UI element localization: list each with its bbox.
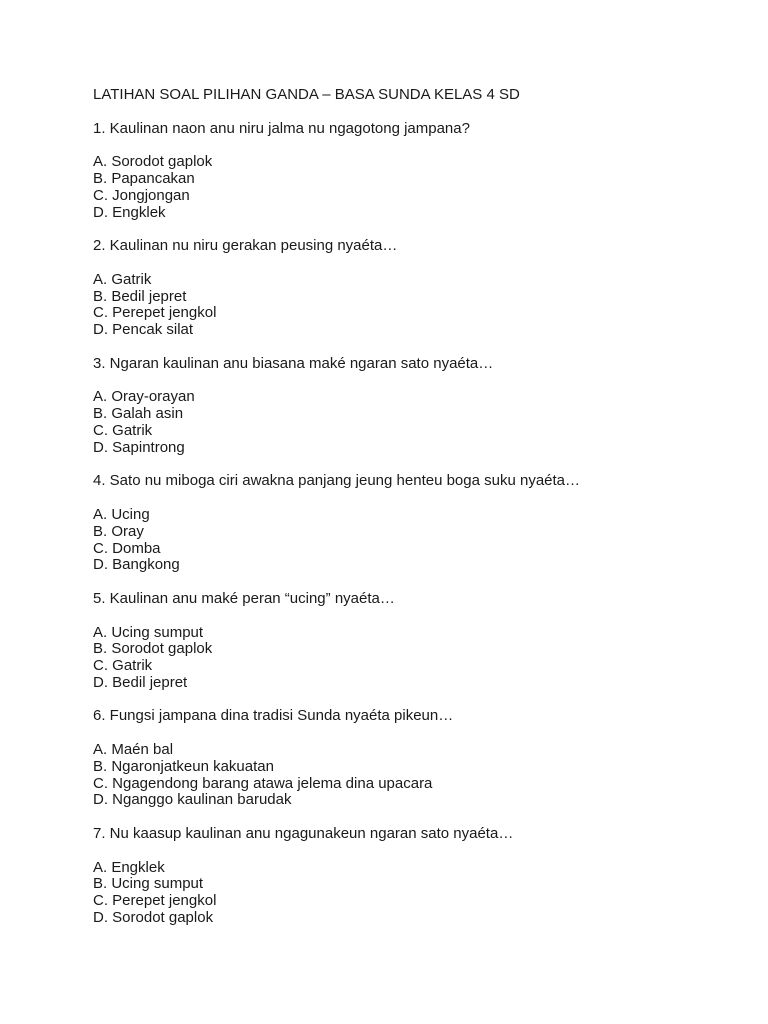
question-text: 1. Kaulinan naon anu niru jalma nu ngagotong jampana? bbox=[93, 119, 470, 137]
option-d: D. Engklek bbox=[93, 203, 166, 221]
answer-options bbox=[93, 154, 713, 221]
option-a: A. Ucing sumput bbox=[93, 623, 204, 641]
question-text: 2. Kaulinan nu niru gerakan peusing nyaéta… bbox=[93, 237, 398, 255]
option-b: B. Papancakan bbox=[93, 169, 195, 187]
option-d: D. Bedil jepret bbox=[93, 673, 188, 691]
option-d: D. Nganggo kaulinan barudak bbox=[93, 791, 292, 809]
option-c: C. Ngagendong barang atawa jelema dina upacara bbox=[93, 774, 433, 792]
document-content bbox=[93, 87, 713, 944]
option-c: C. Perepet jengkol bbox=[93, 304, 217, 322]
question-1 bbox=[93, 121, 713, 222]
option-b: B. Ucing sumput bbox=[93, 875, 204, 893]
question-3 bbox=[93, 356, 713, 457]
option-a: A. Engklek bbox=[93, 858, 165, 876]
option-a: A. Ucing bbox=[93, 505, 150, 523]
option-c: C. Domba bbox=[93, 539, 161, 557]
option-c: C. Gatrik bbox=[93, 657, 153, 675]
option-c: C. Gatrik bbox=[93, 421, 153, 439]
question-text: 4. Sato nu miboga ciri awakna panjang jeung henteu boga suku nyaéta… bbox=[93, 472, 581, 490]
question-7 bbox=[93, 826, 713, 927]
option-c: C. Perepet jengkol bbox=[93, 892, 217, 910]
answer-options bbox=[93, 860, 713, 927]
answer-options bbox=[93, 742, 713, 809]
option-b: B. Sorodot gaplok bbox=[93, 640, 213, 658]
document-title: LATIHAN SOAL PILIHAN GANDA – BASA SUNDA KELAS 4 SD bbox=[93, 86, 520, 103]
question-6 bbox=[93, 708, 713, 809]
option-b: B. Ngaronjatkeun kakuatan bbox=[93, 757, 274, 775]
option-d: D. Sorodot gaplok bbox=[93, 909, 214, 927]
question-text: 6. Fungsi jampana dina tradisi Sunda nyaéta pikeun… bbox=[93, 707, 454, 725]
answer-options bbox=[93, 625, 713, 692]
question-2 bbox=[93, 238, 713, 339]
answer-options bbox=[93, 272, 713, 339]
option-a: A. Oray-orayan bbox=[93, 388, 195, 406]
option-b: B. Oray bbox=[93, 522, 144, 540]
option-d: D. Pencak silat bbox=[93, 321, 194, 339]
question-text: 3. Ngaran kaulinan anu biasana maké ngaran sato nyaéta… bbox=[93, 354, 494, 372]
option-b: B. Bedil jepret bbox=[93, 287, 187, 305]
question-5 bbox=[93, 591, 713, 692]
question-text: 5. Kaulinan anu maké peran “ucing” nyaéta… bbox=[93, 589, 395, 607]
question-text: 7. Nu kaasup kaulinan anu ngagunakeun ngaran sato nyaéta… bbox=[93, 825, 514, 843]
option-a: A. Sorodot gaplok bbox=[93, 153, 213, 171]
option-b: B. Galah asin bbox=[93, 405, 184, 423]
option-c: C. Jongjongan bbox=[93, 186, 190, 204]
option-a: A. Maén bal bbox=[93, 741, 174, 759]
answer-options bbox=[93, 507, 713, 574]
option-d: D. Sapintrong bbox=[93, 438, 185, 456]
answer-options bbox=[93, 389, 713, 456]
option-d: D. Bangkong bbox=[93, 556, 180, 574]
question-4 bbox=[93, 473, 713, 574]
option-a: A. Gatrik bbox=[93, 270, 152, 288]
